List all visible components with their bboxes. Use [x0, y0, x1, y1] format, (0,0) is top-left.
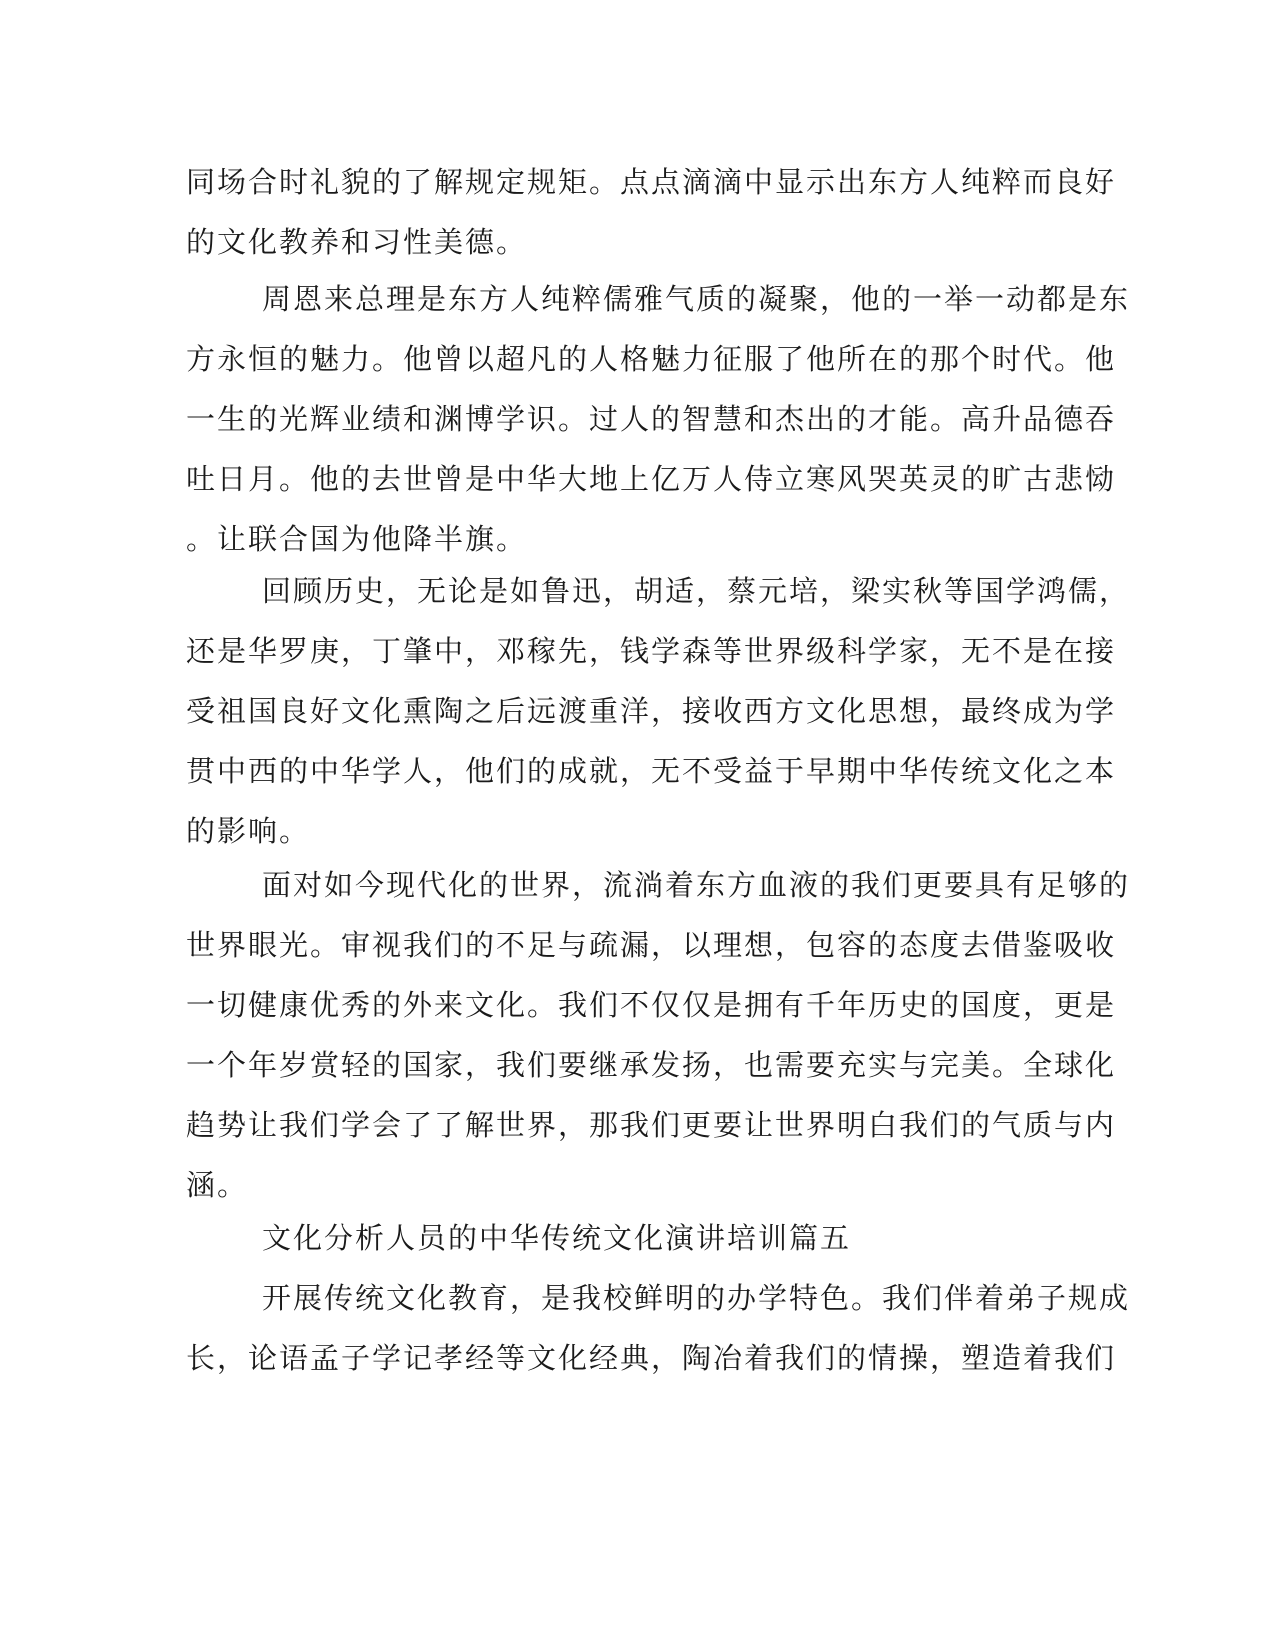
- text-line: 贯中西的中华学人，他们的成就，无不受益于早期中华传统文化之本: [186, 754, 1117, 788]
- text-line: 受祖国良好文化熏陶之后远渡重洋，接收西方文化思想，最终成为学: [186, 694, 1117, 728]
- text-line: 涵。: [186, 1168, 249, 1202]
- text-line: 方永恒的魅力。他曾以超凡的人格魅力征服了他所在的那个时代。他: [186, 342, 1117, 376]
- text-line: 一生的光辉业绩和渊博学识。过人的智慧和杰出的才能。高升品德吞: [186, 402, 1117, 436]
- text-line: 的影响。: [186, 814, 311, 848]
- text-line: 趋势让我们学会了了解世界，那我们更要让世界明白我们的气质与内: [186, 1108, 1117, 1142]
- text-line: 的文化教养和习性美德。: [186, 225, 528, 259]
- paragraph-traditional-education: [186, 1268, 1131, 1388]
- paragraph-history-review: [186, 561, 1131, 861]
- paragraph-etiquette-continued: [186, 152, 1117, 272]
- section-title: 文化分析人员的中华传统文化演讲培训篇五: [262, 1221, 852, 1255]
- text-line: 回顾历史，无论是如鲁迅，胡适，蔡元培，梁实秋等国学鸿儒，: [262, 574, 1131, 608]
- text-line: 面对如今现代化的世界，流淌着东方血液的我们更要具有足够的: [262, 868, 1131, 902]
- text-line: 同场合时礼貌的了解规定规矩。点点滴滴中显示出东方人纯粹而良好: [186, 165, 1117, 199]
- text-line: 开展传统文化教育，是我校鲜明的办学特色。我们伴着弟子规成: [262, 1281, 1131, 1315]
- text-line: 周恩来总理是东方人纯粹儒雅气质的凝聚，他的一举一动都是东: [262, 282, 1131, 316]
- text-line: 还是华罗庚，丁肇中，邓稼先，钱学森等世界级科学家，无不是在接: [186, 634, 1117, 668]
- text-line: 一个年岁赏轻的国家，我们要继承发扬，也需要充实与完美。全球化: [186, 1048, 1117, 1082]
- paragraph-modern-world: [186, 855, 1131, 1215]
- text-line: 一切健康优秀的外来文化。我们不仅仅是拥有千年历史的国度，更是: [186, 988, 1117, 1022]
- text-line: 吐日月。他的去世曾是中华大地上亿万人侍立寒风哭英灵的旷古悲恸: [186, 462, 1117, 496]
- text-line: 。让联合国为他降半旗。: [186, 522, 528, 556]
- section-heading: [186, 1208, 1066, 1268]
- text-line: 世界眼光。审视我们的不足与疏漏，以理想，包容的态度去借鉴吸收: [186, 928, 1117, 962]
- paragraph-zhou-enlai: [186, 269, 1131, 569]
- text-line: 长，论语孟子学记孝经等文化经典，陶冶着我们的情操，塑造着我们: [186, 1341, 1117, 1375]
